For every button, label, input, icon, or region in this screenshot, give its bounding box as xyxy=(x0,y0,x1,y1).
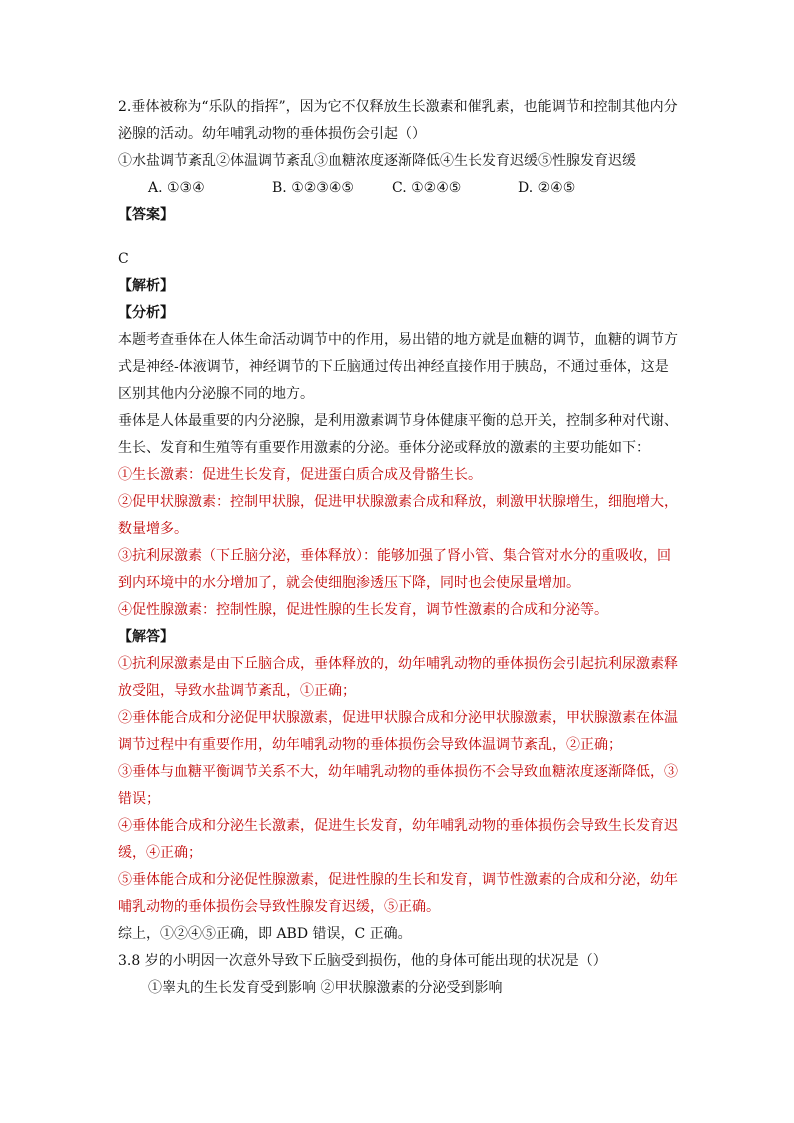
jieda-5-line-1: ⑤垂体能合成和分泌促性腺激素，促进性腺的生长和发育，调节性激素的合成和分泌，幼年 xyxy=(118,872,678,888)
hormone-3-line-2: 到内环境中的水分增加了，就会使细胞渗透压下降，同时也会使尿量增加。 xyxy=(118,575,580,591)
answer-value: C xyxy=(118,251,129,267)
option-b: B. ①②③④⑤ xyxy=(272,180,354,196)
jieda-2-line-1: ②垂体能合成和分泌促甲状腺激素，促进甲状腺合成和分泌甲状腺激素，甲状腺激素在体温 xyxy=(118,710,678,726)
fenxi-p2-line-1: 垂体是人体最重要的内分泌腺，是利用激素调节身体健康平衡的总开关，控制多种对代谢、 xyxy=(118,413,678,429)
fenxi-p1-line-3: 区别其他内分泌腺不同的地方。 xyxy=(118,386,314,402)
jieda-4-line-1: ④垂体能合成和分泌生长激素，促进生长发育，幼年哺乳动物的垂体损伤会导致生长发育迟 xyxy=(118,818,678,834)
jieda-5-line-2: 哺乳动物的垂体损伤会导致性腺发育迟缓，⑤正确。 xyxy=(118,899,440,915)
jieda-3-line-1: ③垂体与血糖平衡调节关系不大，幼年哺乳动物的垂体损伤不会导致血糖浓度逐渐降低，③ xyxy=(118,764,678,780)
fenxi-p1-line-2: 式是神经-体液调节，神经调节的下丘脑通过传出神经直接作用于胰岛，不通过垂体，这是 xyxy=(118,359,669,375)
summary: 综上，①②④⑤正确，即 ABD 错误，C 正确。 xyxy=(118,926,412,942)
hormone-1: ①生长激素：促进生长发育，促进蛋白质合成及骨骼生长。 xyxy=(118,467,482,483)
option-a: A. ①③④ xyxy=(148,180,205,196)
analysis-heading: 【解析】 xyxy=(118,278,174,294)
jieda-1-line-1: ①抗利尿激素是由下丘脑合成，垂体释放的，幼年哺乳动物的垂体损伤会引起抗利尿激素释 xyxy=(118,656,678,672)
jieda-2-line-2: 调节过程中有重要作用，幼年哺乳动物的垂体损伤会导致体温调节紊乱，②正确； xyxy=(118,737,622,753)
hormone-4: ④促性腺激素：控制性腺，促进性腺的生长发育，调节性激素的合成和分泌等。 xyxy=(118,602,608,618)
q2-items: ①水盐调节紊乱②体温调节紊乱③血糖浓度逐渐降低④生长发育迟缓⑤性腺发育迟缓 xyxy=(118,153,636,169)
answer-heading: 【答案】 xyxy=(118,207,174,223)
fenxi-p2-line-2: 生长、发育和生殖等有重要作用激素的分泌。垂体分泌或释放的激素的主要功能如下： xyxy=(118,440,650,456)
q2-stem-line-2: 泌腺的活动。幼年哺乳动物的垂体损伤会引起（） xyxy=(118,126,426,142)
q2-options xyxy=(118,175,678,202)
fenxi-heading: 【分析】 xyxy=(118,305,174,321)
jieda-3-line-2: 错误； xyxy=(118,791,160,807)
option-c: C. ①②④⑤ xyxy=(392,180,462,196)
question-content xyxy=(118,94,678,1002)
hormone-3-line-1: ③抗利尿激素（下丘脑分泌，垂体释放）：能够加强了肾小管、集合管对水分的重吸收，回 xyxy=(118,548,671,564)
q3-items: ①睾丸的生长发育受到影响 ②甲状腺激素的分泌受到影响 xyxy=(148,980,503,996)
q2-stem-line-1: 2.垂体被称为“乐队的指挥”，因为它不仅释放生长激素和催乳素，也能调节和控制其他内分 xyxy=(118,99,678,115)
option-d: D. ②④⑤ xyxy=(518,180,576,196)
jieda-heading: 【解答】 xyxy=(118,629,174,645)
fenxi-p1-line-1: 本题考查垂体在人体生命活动调节中的作用，易出错的地方就是血糖的调节，血糖的调节方 xyxy=(118,332,678,348)
jieda-1-line-2: 放受阻，导致水盐调节紊乱，①正确； xyxy=(118,683,356,699)
hormone-2-line-2: 数量增多。 xyxy=(118,521,188,537)
hormone-2-line-1: ②促甲状腺激素：控制甲状腺，促进甲状腺激素合成和释放，刺激甲状腺增生，细胞增大， xyxy=(118,494,678,510)
q3-stem: 3.8 岁的小明因一次意外导致下丘脑受到损伤，他的身体可能出现的状况是（） xyxy=(118,953,607,969)
jieda-4-line-2: 缓，④正确； xyxy=(118,845,202,861)
